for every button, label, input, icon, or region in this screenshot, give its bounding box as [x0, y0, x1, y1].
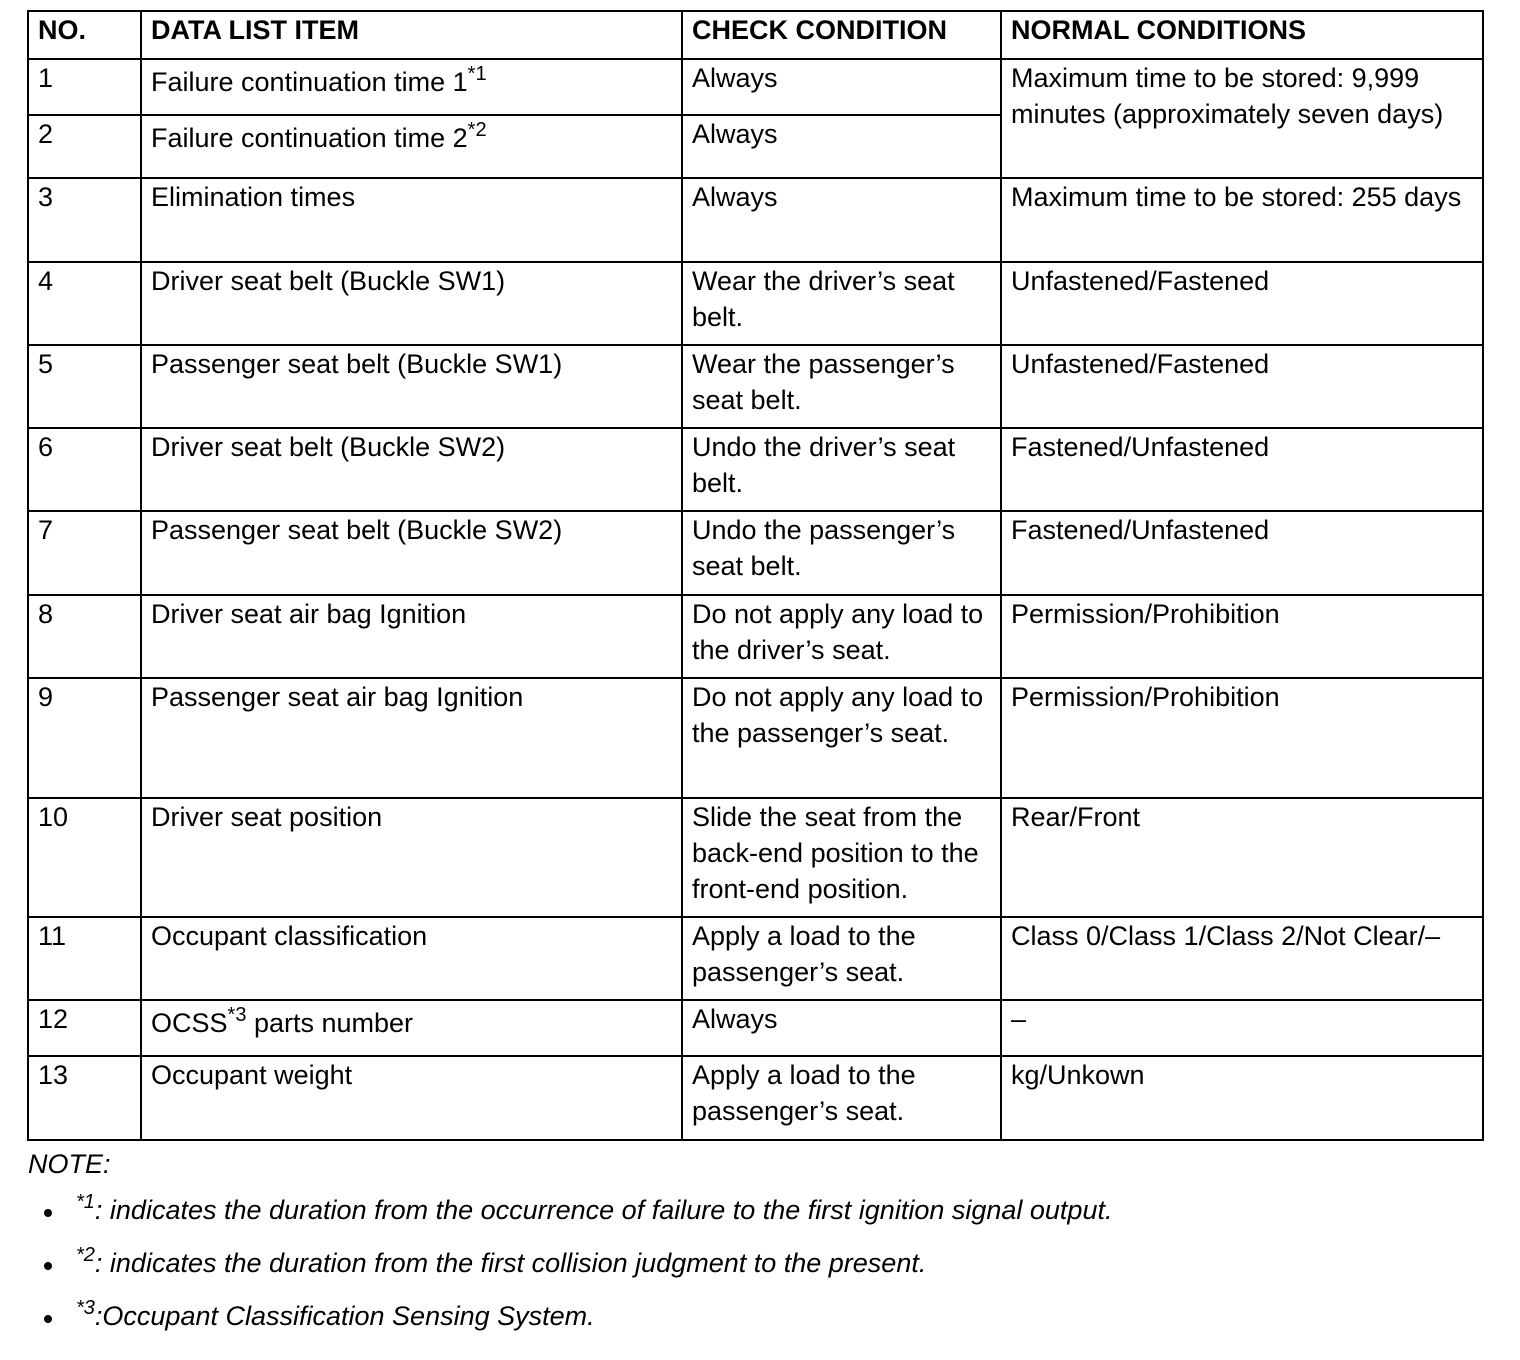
table-row — [28, 511, 1483, 595]
footnote-ref: *1 — [467, 63, 487, 85]
table-row — [28, 595, 1483, 678]
table-row — [28, 917, 1483, 1000]
note-title: NOTE: — [28, 1149, 111, 1179]
footnote-ref: *3 — [227, 1004, 247, 1026]
cell-normal: kg/Unkown — [1001, 1056, 1483, 1140]
cell-normal: Fastened/Unfastened — [1001, 511, 1483, 595]
header-check-condition: CHECK CONDITION — [682, 11, 1001, 59]
cell-no: 9 — [28, 678, 141, 798]
cell-check: Wear the driver’s seat belt. — [682, 262, 1001, 345]
bullet-icon — [44, 1262, 52, 1270]
footnote-item — [44, 1298, 1112, 1351]
cell-no: 7 — [28, 511, 141, 595]
bullet-icon — [44, 1209, 52, 1217]
cell-no: 5 — [28, 345, 141, 428]
item-text: OCSS — [151, 1008, 228, 1038]
table-row — [28, 798, 1483, 917]
cell-check: Do not apply any load to the passenger’s seat. — [682, 678, 1001, 798]
cell-check: Undo the driver’s seat belt. — [682, 428, 1001, 511]
cell-check: Apply a load to the passenger’s seat. — [682, 917, 1001, 1000]
cell-item: Passenger seat air bag Ignition — [141, 678, 682, 798]
cell-item — [141, 59, 682, 115]
cell-item: Elimination times — [141, 178, 682, 262]
footnote-text: :Occupant Classification Sensing System. — [94, 1301, 595, 1331]
cell-check: Wear the passenger’s seat belt. — [682, 345, 1001, 428]
cell-normal: Maximum time to be stored: 255 days — [1001, 178, 1483, 262]
header-no: NO. — [28, 11, 141, 59]
header-data-list-item: DATA LIST ITEM — [141, 11, 682, 59]
item-text: parts number — [246, 1008, 414, 1038]
data-list-table — [27, 10, 1484, 1141]
table-row — [28, 1000, 1483, 1056]
footnote-item — [44, 1245, 1112, 1298]
cell-item: Driver seat position — [141, 798, 682, 917]
cell-check: Always — [682, 1000, 1001, 1056]
cell-check: Undo the passenger’s seat belt. — [682, 511, 1001, 595]
footnote-list — [44, 1192, 1112, 1351]
cell-item: Driver seat belt (Buckle SW2) — [141, 428, 682, 511]
cell-check: Always — [682, 178, 1001, 262]
cell-check: Do not apply any load to the driver’s seat. — [682, 595, 1001, 678]
cell-no: 10 — [28, 798, 141, 917]
cell-check: Always — [682, 59, 1001, 115]
cell-no: 6 — [28, 428, 141, 511]
cell-no: 2 — [28, 115, 141, 178]
cell-check: Always — [682, 115, 1001, 178]
footnote-text: : indicates the duration from the occurrence of failure to the first ignition signal output. — [94, 1195, 1113, 1225]
footnote-mark: *2 — [76, 1244, 95, 1266]
footnote-mark: *3 — [76, 1297, 95, 1319]
cell-normal: Class 0/Class 1/Class 2/Not Clear/– — [1001, 917, 1483, 1000]
cell-normal: Maximum time to be stored: 9,999 minutes (approximately seven days) — [1001, 59, 1483, 178]
cell-item — [141, 115, 682, 178]
cell-normal: Unfastened/Fastened — [1001, 262, 1483, 345]
item-text: Failure continuation time 1 — [151, 67, 468, 97]
cell-item: Passenger seat belt (Buckle SW2) — [141, 511, 682, 595]
cell-no: 8 — [28, 595, 141, 678]
bullet-icon — [44, 1315, 52, 1323]
cell-no: 13 — [28, 1056, 141, 1140]
cell-normal: Permission/Prohibition — [1001, 678, 1483, 798]
table-row — [28, 428, 1483, 511]
cell-normal: Fastened/Unfastened — [1001, 428, 1483, 511]
table-row — [28, 1056, 1483, 1140]
cell-item — [141, 1000, 682, 1056]
cell-normal: Rear/Front — [1001, 798, 1483, 917]
cell-item: Occupant weight — [141, 1056, 682, 1140]
cell-item: Passenger seat belt (Buckle SW1) — [141, 345, 682, 428]
table-header-row — [28, 11, 1483, 59]
table-row — [28, 678, 1483, 798]
cell-normal: – — [1001, 1000, 1483, 1056]
footnote-text: : indicates the duration from the first collision judgment to the present. — [94, 1248, 927, 1278]
cell-item: Occupant classification — [141, 917, 682, 1000]
cell-no: 3 — [28, 178, 141, 262]
cell-no: 11 — [28, 917, 141, 1000]
cell-normal: Unfastened/Fastened — [1001, 345, 1483, 428]
header-normal-conditions: NORMAL CONDITIONS — [1001, 11, 1483, 59]
cell-check: Apply a load to the passenger’s seat. — [682, 1056, 1001, 1140]
table-row — [28, 345, 1483, 428]
item-text: Failure continuation time 2 — [151, 123, 468, 153]
cell-no: 1 — [28, 59, 141, 115]
cell-check: Slide the seat from the back-end position to the front-end position. — [682, 798, 1001, 917]
footnote-item — [44, 1192, 1112, 1245]
table-row — [28, 178, 1483, 262]
cell-no: 4 — [28, 262, 141, 345]
footnote-mark: *1 — [76, 1191, 95, 1213]
cell-normal: Permission/Prohibition — [1001, 595, 1483, 678]
cell-item: Driver seat air bag Ignition — [141, 595, 682, 678]
table-row — [28, 262, 1483, 345]
table-row — [28, 59, 1483, 115]
cell-item: Driver seat belt (Buckle SW1) — [141, 262, 682, 345]
footnote-ref: *2 — [467, 119, 487, 141]
cell-no: 12 — [28, 1000, 141, 1056]
